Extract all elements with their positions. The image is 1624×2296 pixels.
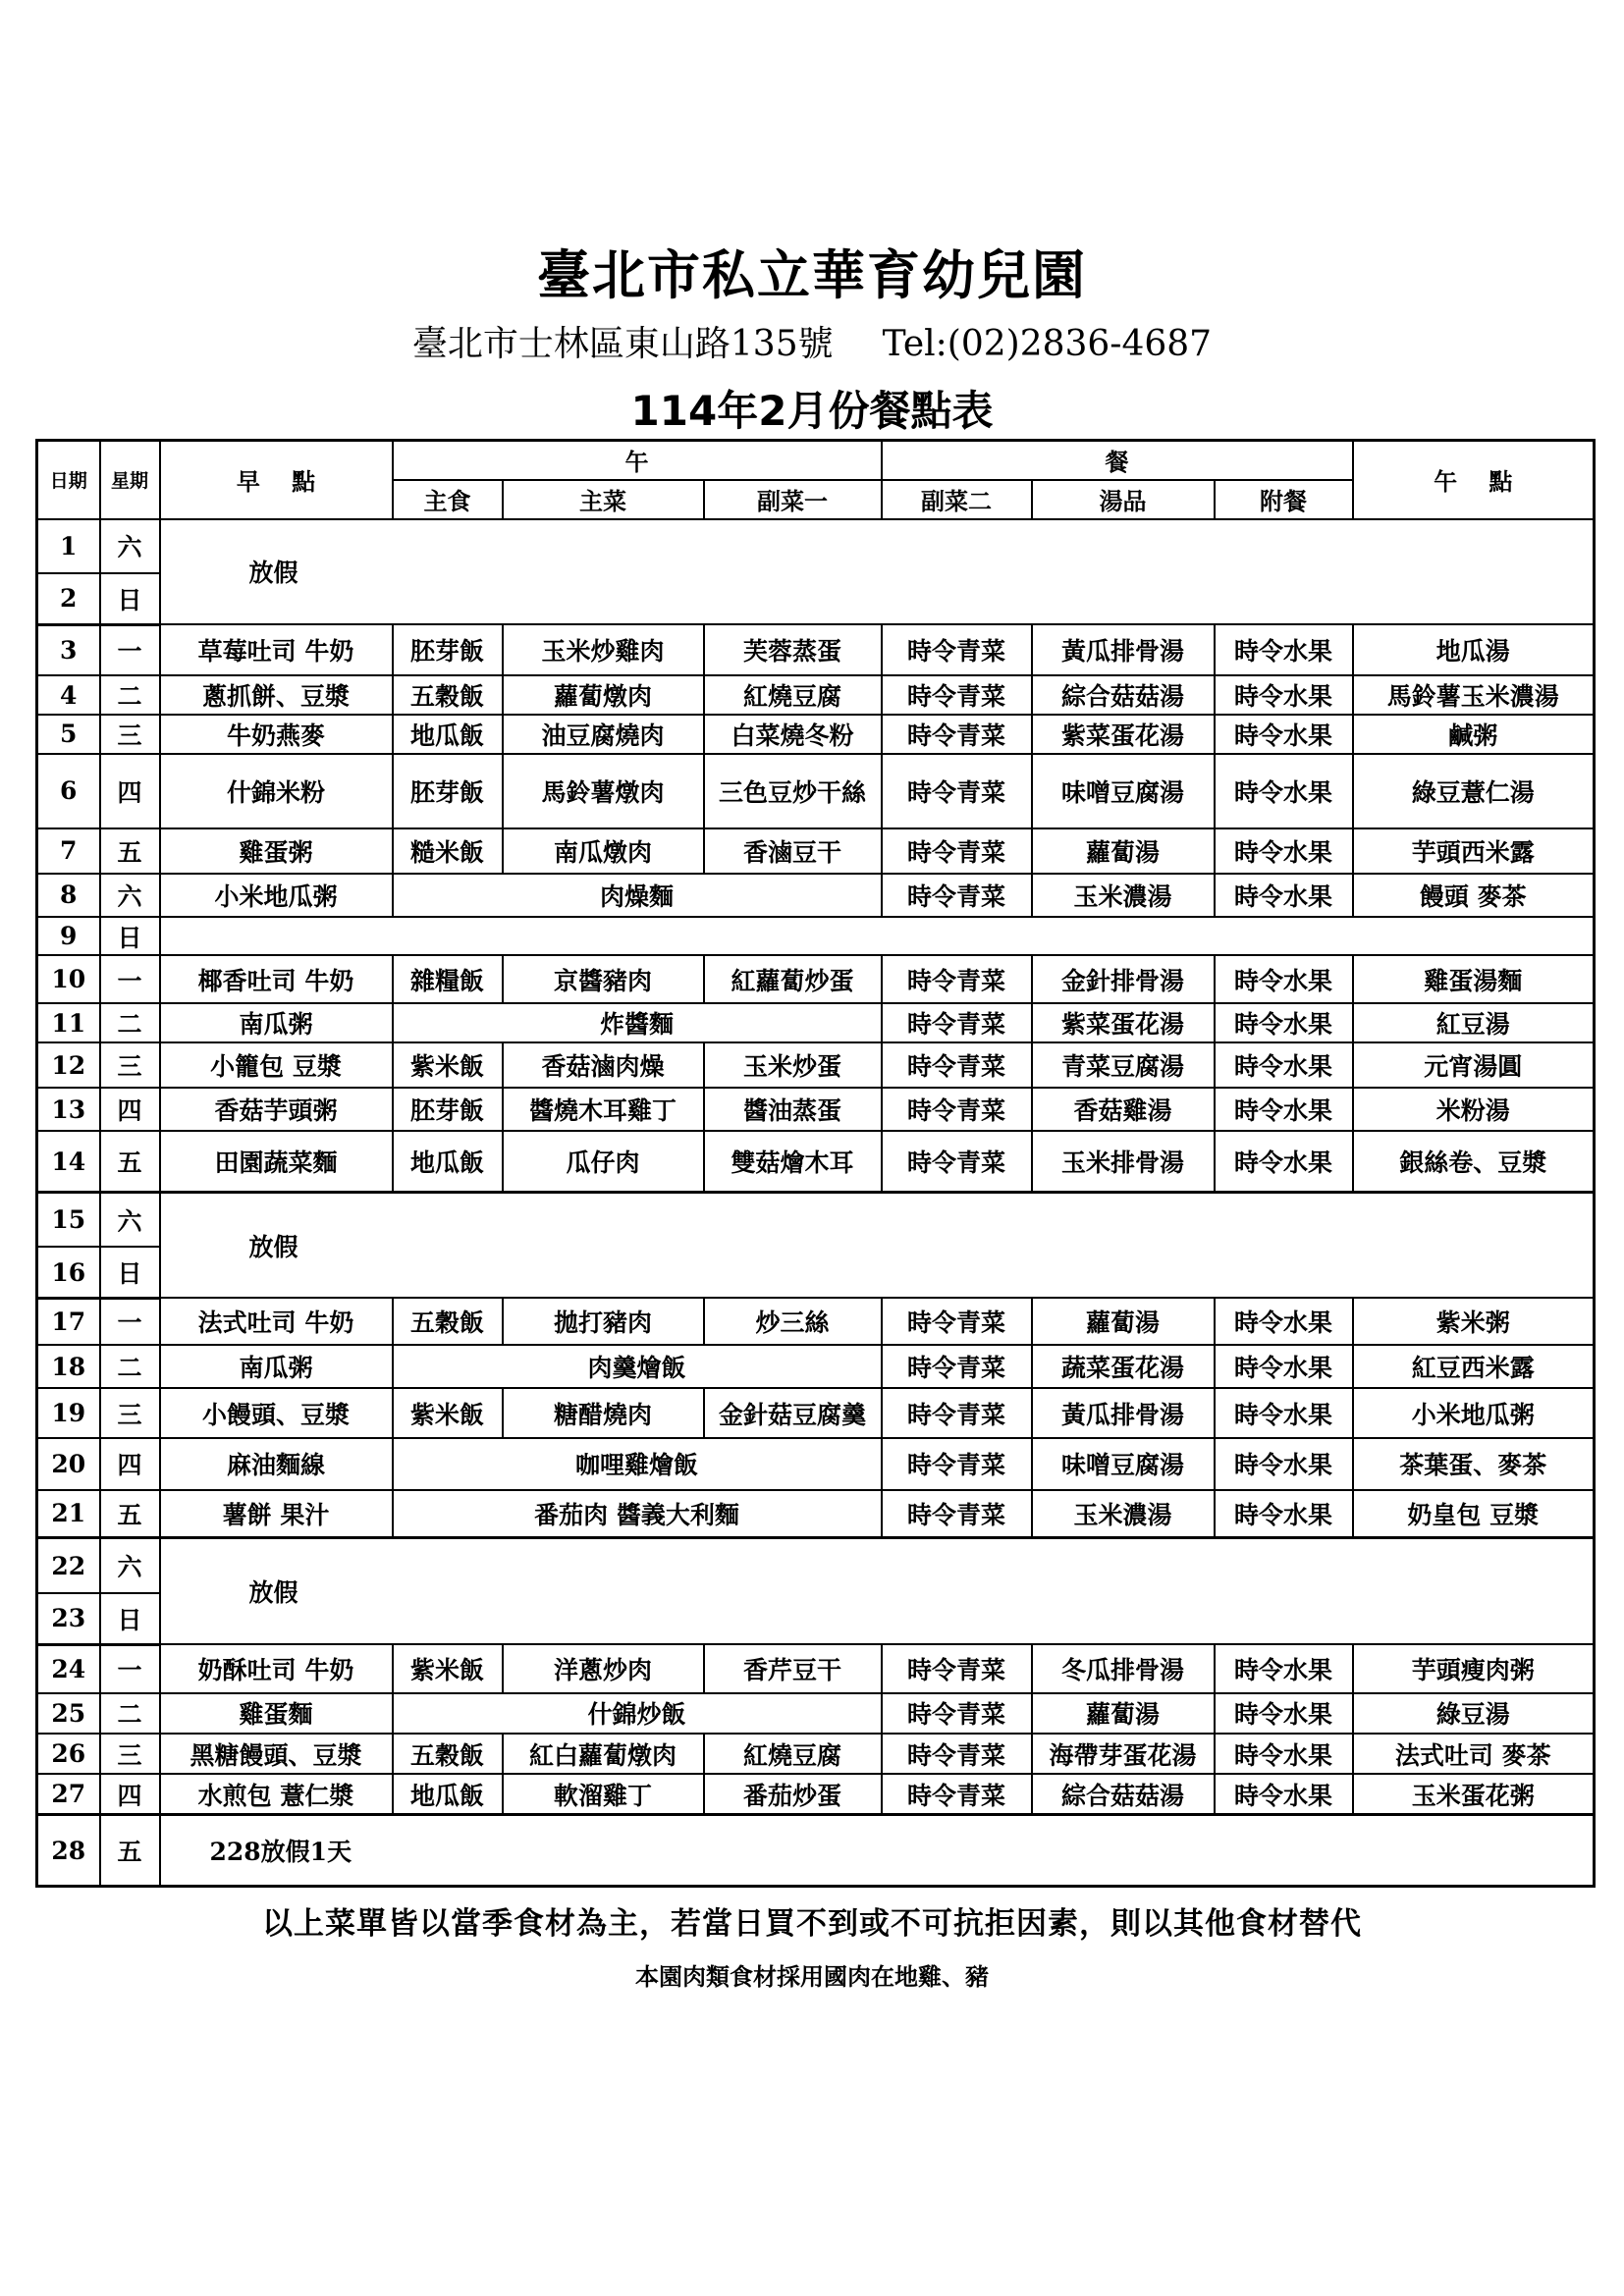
side-dish-2-cell: 時令青菜 xyxy=(882,874,1032,918)
table-row xyxy=(37,1734,1595,1774)
snack-cell: 元宵湯圓 xyxy=(1353,1042,1595,1088)
lunch-combined-cell: 番茄肉 醬義大利麵 xyxy=(393,1490,882,1538)
side-dish-1-cell: 雙菇燴木耳 xyxy=(704,1131,882,1192)
side-dish-2-cell: 時令青菜 xyxy=(882,1774,1032,1814)
extra-cell: 時令水果 xyxy=(1215,1774,1353,1814)
breakfast-cell: 薯餅 果汁 xyxy=(160,1490,393,1538)
header-snack: 午 點 xyxy=(1353,441,1595,519)
weekday-cell: 五 xyxy=(100,1131,160,1192)
date-cell: 20 xyxy=(37,1438,100,1490)
snack-cell: 地瓜湯 xyxy=(1353,624,1595,675)
breakfast-cell: 雞蛋麵 xyxy=(160,1693,393,1734)
table-row xyxy=(37,1388,1595,1438)
snack-cell: 紅豆西米露 xyxy=(1353,1345,1595,1389)
weekday-cell: 五 xyxy=(100,828,160,874)
weekday-cell: 三 xyxy=(100,1388,160,1438)
snack-cell: 米粉湯 xyxy=(1353,1088,1595,1132)
snack-cell: 饅頭 麥茶 xyxy=(1353,874,1595,918)
header-soup: 湯品 xyxy=(1032,480,1215,519)
date-cell: 8 xyxy=(37,874,100,918)
side-dish-2-cell: 時令青菜 xyxy=(882,1345,1032,1389)
soup-cell: 玉米濃湯 xyxy=(1032,1490,1215,1538)
side-dish-1-cell: 醬油蒸蛋 xyxy=(704,1088,882,1132)
snack-cell: 芋頭瘦肉粥 xyxy=(1353,1644,1595,1693)
snack-cell: 玉米蛋花粥 xyxy=(1353,1774,1595,1814)
table-row xyxy=(37,1815,1595,1887)
soup-cell: 紫菜蛋花湯 xyxy=(1032,715,1215,753)
weekday-cell: 一 xyxy=(100,1644,160,1693)
lunch-combined-cell: 肉羹燴飯 xyxy=(393,1345,882,1389)
date-cell: 13 xyxy=(37,1088,100,1132)
breakfast-cell: 黑糖饅頭、豆漿 xyxy=(160,1734,393,1774)
date-cell: 24 xyxy=(37,1644,100,1693)
date-cell: 14 xyxy=(37,1131,100,1192)
side-dish-2-cell: 時令青菜 xyxy=(882,624,1032,675)
main-dish-cell: 洋蔥炒肉 xyxy=(503,1644,704,1693)
staple-cell: 胚芽飯 xyxy=(393,624,503,675)
main-dish-cell: 香菇滷肉燥 xyxy=(503,1042,704,1088)
side-dish-1-cell: 炒三絲 xyxy=(704,1298,882,1345)
header-main: 主菜 xyxy=(503,480,704,519)
breakfast-cell: 草莓吐司 牛奶 xyxy=(160,624,393,675)
side-dish-2-cell: 時令青菜 xyxy=(882,1734,1032,1774)
soup-cell: 金針排骨湯 xyxy=(1032,955,1215,1003)
date-cell: 6 xyxy=(37,754,100,829)
side-dish-2-cell: 時令青菜 xyxy=(882,1042,1032,1088)
breakfast-cell: 蔥抓餅、豆漿 xyxy=(160,675,393,715)
date-cell: 22 xyxy=(37,1537,100,1593)
breakfast-cell: 麻油麵線 xyxy=(160,1438,393,1490)
header-staple: 主食 xyxy=(393,480,503,519)
side-dish-2-cell: 時令青菜 xyxy=(882,1693,1032,1734)
date-cell: 2 xyxy=(37,573,100,624)
main-dish-cell: 蘿蔔燉肉 xyxy=(503,675,704,715)
side-dish-2-cell: 時令青菜 xyxy=(882,1298,1032,1345)
breakfast-cell: 南瓜粥 xyxy=(160,1003,393,1042)
weekday-cell: 六 xyxy=(100,874,160,918)
breakfast-cell: 法式吐司 牛奶 xyxy=(160,1298,393,1345)
holiday-note: 放假 xyxy=(160,519,1595,625)
side-dish-1-cell: 紅燒豆腐 xyxy=(704,675,882,715)
lunch-combined-cell: 炸醬麵 xyxy=(393,1003,882,1042)
staple-cell: 胚芽飯 xyxy=(393,1088,503,1132)
table-row xyxy=(37,715,1595,753)
header-side2: 副菜二 xyxy=(882,480,1032,519)
header-extra: 附餐 xyxy=(1215,480,1353,519)
staple-cell: 地瓜飯 xyxy=(393,1131,503,1192)
main-dish-cell: 醬燒木耳雞丁 xyxy=(503,1088,704,1132)
side-dish-1-cell: 紅燒豆腐 xyxy=(704,1734,882,1774)
side-dish-1-cell: 番茄炒蛋 xyxy=(704,1774,882,1814)
main-dish-cell: 馬鈴薯燉肉 xyxy=(503,754,704,829)
header-breakfast: 早 點 xyxy=(160,441,393,519)
staple-cell: 紫米飯 xyxy=(393,1644,503,1693)
main-dish-cell: 紅白蘿蔔燉肉 xyxy=(503,1734,704,1774)
date-cell: 21 xyxy=(37,1490,100,1538)
extra-cell: 時令水果 xyxy=(1215,624,1353,675)
table-row xyxy=(37,1490,1595,1538)
soup-cell: 蘿蔔湯 xyxy=(1032,1298,1215,1345)
table-row xyxy=(37,519,1595,574)
breakfast-cell: 香菇芋頭粥 xyxy=(160,1088,393,1132)
date-cell: 4 xyxy=(37,675,100,715)
snack-cell: 紫米粥 xyxy=(1353,1298,1595,1345)
soup-cell: 玉米排骨湯 xyxy=(1032,1131,1215,1192)
breakfast-cell: 雞蛋粥 xyxy=(160,828,393,874)
header-date: 日期 xyxy=(37,441,100,519)
side-dish-2-cell: 時令青菜 xyxy=(882,1088,1032,1132)
date-cell: 28 xyxy=(37,1815,100,1887)
extra-cell: 時令水果 xyxy=(1215,1088,1353,1132)
table-row xyxy=(37,1438,1595,1490)
soup-cell: 黃瓜排骨湯 xyxy=(1032,624,1215,675)
soup-cell: 味噌豆腐湯 xyxy=(1032,1438,1215,1490)
extra-cell: 時令水果 xyxy=(1215,874,1353,918)
date-cell: 23 xyxy=(37,1593,100,1644)
header-weekday: 星期 xyxy=(100,441,160,519)
weekday-cell: 日 xyxy=(100,573,160,624)
side-dish-2-cell: 時令青菜 xyxy=(882,675,1032,715)
staple-cell: 雜糧飯 xyxy=(393,955,503,1003)
side-dish-1-cell: 紅蘿蔔炒蛋 xyxy=(704,955,882,1003)
snack-cell: 小米地瓜粥 xyxy=(1353,1388,1595,1438)
main-dish-cell: 油豆腐燒肉 xyxy=(503,715,704,753)
side-dish-2-cell: 時令青菜 xyxy=(882,1644,1032,1693)
table-row xyxy=(37,1774,1595,1814)
weekday-cell: 六 xyxy=(100,519,160,574)
weekday-cell: 日 xyxy=(100,917,160,955)
weekday-cell: 三 xyxy=(100,1042,160,1088)
side-dish-1-cell: 金針菇豆腐羹 xyxy=(704,1388,882,1438)
extra-cell: 時令水果 xyxy=(1215,1298,1353,1345)
table-row xyxy=(37,1537,1595,1593)
breakfast-cell: 小籠包 豆漿 xyxy=(160,1042,393,1088)
weekday-cell: 四 xyxy=(100,1438,160,1490)
lunch-combined-cell: 肉燥麵 xyxy=(393,874,882,918)
side-dish-2-cell: 時令青菜 xyxy=(882,1438,1032,1490)
weekday-cell: 四 xyxy=(100,1088,160,1132)
side-dish-1-cell: 芙蓉蒸蛋 xyxy=(704,624,882,675)
meal-table xyxy=(35,439,1596,1888)
weekday-cell: 六 xyxy=(100,1537,160,1593)
staple-cell: 五穀飯 xyxy=(393,1734,503,1774)
side-dish-2-cell: 時令青菜 xyxy=(882,955,1032,1003)
date-cell: 1 xyxy=(37,519,100,574)
side-dish-1-cell: 香芹豆干 xyxy=(704,1644,882,1693)
extra-cell: 時令水果 xyxy=(1215,715,1353,753)
date-cell: 5 xyxy=(37,715,100,753)
soup-cell: 青菜豆腐湯 xyxy=(1032,1042,1215,1088)
staple-cell: 胚芽飯 xyxy=(393,754,503,829)
snack-cell: 法式吐司 麥茶 xyxy=(1353,1734,1595,1774)
soup-cell: 蘿蔔湯 xyxy=(1032,828,1215,874)
snack-cell: 茶葉蛋、麥茶 xyxy=(1353,1438,1595,1490)
weekday-cell: 二 xyxy=(100,1345,160,1389)
snack-cell: 綠豆薏仁湯 xyxy=(1353,754,1595,829)
lunch-combined-cell: 咖哩雞燴飯 xyxy=(393,1438,882,1490)
extra-cell: 時令水果 xyxy=(1215,675,1353,715)
extra-cell: 時令水果 xyxy=(1215,955,1353,1003)
date-cell: 11 xyxy=(37,1003,100,1042)
main-dish-cell: 玉米炒雞肉 xyxy=(503,624,704,675)
staple-cell: 五穀飯 xyxy=(393,675,503,715)
weekday-cell: 一 xyxy=(100,1298,160,1345)
table-row xyxy=(37,624,1595,675)
weekday-cell: 四 xyxy=(100,754,160,829)
staple-cell: 紫米飯 xyxy=(393,1042,503,1088)
extra-cell: 時令水果 xyxy=(1215,1693,1353,1734)
date-cell: 27 xyxy=(37,1774,100,1814)
soup-cell: 黃瓜排骨湯 xyxy=(1032,1388,1215,1438)
extra-cell: 時令水果 xyxy=(1215,1388,1353,1438)
date-cell: 3 xyxy=(37,624,100,675)
weekday-cell: 六 xyxy=(100,1193,160,1248)
main-dish-cell: 軟溜雞丁 xyxy=(503,1774,704,1814)
table-row xyxy=(37,955,1595,1003)
table-row xyxy=(37,675,1595,715)
soup-cell: 香菇雞湯 xyxy=(1032,1088,1215,1132)
main-dish-cell: 京醬豬肉 xyxy=(503,955,704,1003)
table-row xyxy=(37,1298,1595,1345)
school-address: 臺北市士林區東山路135號 xyxy=(411,324,834,364)
side-dish-2-cell: 時令青菜 xyxy=(882,1490,1032,1538)
breakfast-cell: 椰香吐司 牛奶 xyxy=(160,955,393,1003)
soup-cell: 味噌豆腐湯 xyxy=(1032,754,1215,829)
header-side1: 副菜一 xyxy=(704,480,882,519)
weekday-cell: 二 xyxy=(100,1693,160,1734)
weekday-cell: 三 xyxy=(100,1734,160,1774)
soup-cell: 玉米濃湯 xyxy=(1032,874,1215,918)
staple-cell: 紫米飯 xyxy=(393,1388,503,1438)
date-cell: 15 xyxy=(37,1193,100,1248)
snack-cell: 馬鈴薯玉米濃湯 xyxy=(1353,675,1595,715)
staple-cell: 糙米飯 xyxy=(393,828,503,874)
main-dish-cell: 拋打豬肉 xyxy=(503,1298,704,1345)
side-dish-2-cell: 時令青菜 xyxy=(882,715,1032,753)
side-dish-2-cell: 時令青菜 xyxy=(882,1003,1032,1042)
soup-cell: 綜合菇菇湯 xyxy=(1032,1774,1215,1814)
menu-title: 114年2月份餐點表 xyxy=(630,387,994,435)
extra-cell: 時令水果 xyxy=(1215,1042,1353,1088)
side-dish-1-cell: 香滷豆干 xyxy=(704,828,882,874)
snack-cell: 奶皇包 豆漿 xyxy=(1353,1490,1595,1538)
weekday-cell: 日 xyxy=(100,1593,160,1644)
extra-cell: 時令水果 xyxy=(1215,1003,1353,1042)
soup-cell: 海帶芽蛋花湯 xyxy=(1032,1734,1215,1774)
main-dish-cell: 瓜仔肉 xyxy=(503,1131,704,1192)
side-dish-2-cell: 時令青菜 xyxy=(882,1131,1032,1192)
table-row xyxy=(37,1193,1595,1248)
extra-cell: 時令水果 xyxy=(1215,1490,1353,1538)
weekday-cell: 三 xyxy=(100,715,160,753)
snack-cell: 銀絲卷、豆漿 xyxy=(1353,1131,1595,1192)
empty-day-cell xyxy=(160,917,1595,955)
date-cell: 10 xyxy=(37,955,100,1003)
weekday-cell: 二 xyxy=(100,1003,160,1042)
extra-cell: 時令水果 xyxy=(1215,1131,1353,1192)
date-cell: 19 xyxy=(37,1388,100,1438)
side-dish-1-cell: 白菜燒冬粉 xyxy=(704,715,882,753)
date-cell: 7 xyxy=(37,828,100,874)
date-cell: 26 xyxy=(37,1734,100,1774)
table-row xyxy=(37,1345,1595,1389)
main-dish-cell: 糖醋燒肉 xyxy=(503,1388,704,1438)
extra-cell: 時令水果 xyxy=(1215,1438,1353,1490)
breakfast-cell: 水煎包 薏仁漿 xyxy=(160,1774,393,1814)
school-contact xyxy=(0,316,1624,366)
staple-cell: 五穀飯 xyxy=(393,1298,503,1345)
holiday-note: 228放假1天 xyxy=(160,1815,1595,1887)
soup-cell: 紫菜蛋花湯 xyxy=(1032,1003,1215,1042)
soup-cell: 冬瓜排骨湯 xyxy=(1032,1644,1215,1693)
weekday-cell: 五 xyxy=(100,1490,160,1538)
footnote-substitution: 以上菜單皆以當季食材為主，若當日買不到或不可抗拒因素，則以其他食材替代 xyxy=(262,1906,1362,1942)
header-lunch-right: 餐 xyxy=(882,441,1353,480)
weekday-cell: 日 xyxy=(100,1247,160,1298)
snack-cell: 芋頭西米露 xyxy=(1353,828,1595,874)
date-cell: 16 xyxy=(37,1247,100,1298)
table-row xyxy=(37,917,1595,955)
soup-cell: 蘿蔔湯 xyxy=(1032,1693,1215,1734)
soup-cell: 綜合菇菇湯 xyxy=(1032,675,1215,715)
snack-cell: 紅豆湯 xyxy=(1353,1003,1595,1042)
breakfast-cell: 田園蔬菜麵 xyxy=(160,1131,393,1192)
snack-cell: 綠豆湯 xyxy=(1353,1693,1595,1734)
holiday-note: 放假 xyxy=(160,1193,1595,1299)
extra-cell: 時令水果 xyxy=(1215,828,1353,874)
lunch-combined-cell: 什錦炒飯 xyxy=(393,1693,882,1734)
table-row xyxy=(37,874,1595,918)
weekday-cell: 一 xyxy=(100,955,160,1003)
date-cell: 18 xyxy=(37,1345,100,1389)
extra-cell: 時令水果 xyxy=(1215,1734,1353,1774)
table-row xyxy=(37,1042,1595,1088)
breakfast-cell: 牛奶燕麥 xyxy=(160,715,393,753)
extra-cell: 時令水果 xyxy=(1215,754,1353,829)
snack-cell: 鹹粥 xyxy=(1353,715,1595,753)
side-dish-1-cell: 三色豆炒干絲 xyxy=(704,754,882,829)
breakfast-cell: 小米地瓜粥 xyxy=(160,874,393,918)
header-lunch-left: 午 xyxy=(393,441,882,480)
table-row xyxy=(37,754,1595,829)
table-row xyxy=(37,1644,1595,1693)
table-row xyxy=(37,1693,1595,1734)
soup-cell: 蔬菜蛋花湯 xyxy=(1032,1345,1215,1389)
table-row xyxy=(37,1003,1595,1042)
table-row xyxy=(37,1131,1595,1192)
extra-cell: 時令水果 xyxy=(1215,1345,1353,1389)
side-dish-2-cell: 時令青菜 xyxy=(882,1388,1032,1438)
breakfast-cell: 小饅頭、豆漿 xyxy=(160,1388,393,1438)
date-cell: 25 xyxy=(37,1693,100,1734)
date-cell: 17 xyxy=(37,1298,100,1345)
school-tel: Tel:(02)2836-4687 xyxy=(882,324,1213,364)
holiday-note: 放假 xyxy=(160,1537,1595,1644)
side-dish-2-cell: 時令青菜 xyxy=(882,828,1032,874)
weekday-cell: 五 xyxy=(100,1815,160,1887)
breakfast-cell: 南瓜粥 xyxy=(160,1345,393,1389)
weekday-cell: 二 xyxy=(100,675,160,715)
school-name: 臺北市私立華育幼兒園 xyxy=(537,244,1087,306)
side-dish-2-cell: 時令青菜 xyxy=(882,754,1032,829)
staple-cell: 地瓜飯 xyxy=(393,1774,503,1814)
date-cell: 9 xyxy=(37,917,100,955)
breakfast-cell: 奶酥吐司 牛奶 xyxy=(160,1644,393,1693)
snack-cell: 雞蛋湯麵 xyxy=(1353,955,1595,1003)
side-dish-1-cell: 玉米炒蛋 xyxy=(704,1042,882,1088)
main-dish-cell: 南瓜燉肉 xyxy=(503,828,704,874)
table-row xyxy=(37,1088,1595,1132)
breakfast-cell: 什錦米粉 xyxy=(160,754,393,829)
weekday-cell: 四 xyxy=(100,1774,160,1814)
date-cell: 12 xyxy=(37,1042,100,1088)
footnote-meat-origin: 本園肉類食材採用國肉在地雞、豬 xyxy=(635,1962,989,1991)
staple-cell: 地瓜飯 xyxy=(393,715,503,753)
table-row xyxy=(37,828,1595,874)
weekday-cell: 一 xyxy=(100,624,160,675)
extra-cell: 時令水果 xyxy=(1215,1644,1353,1693)
